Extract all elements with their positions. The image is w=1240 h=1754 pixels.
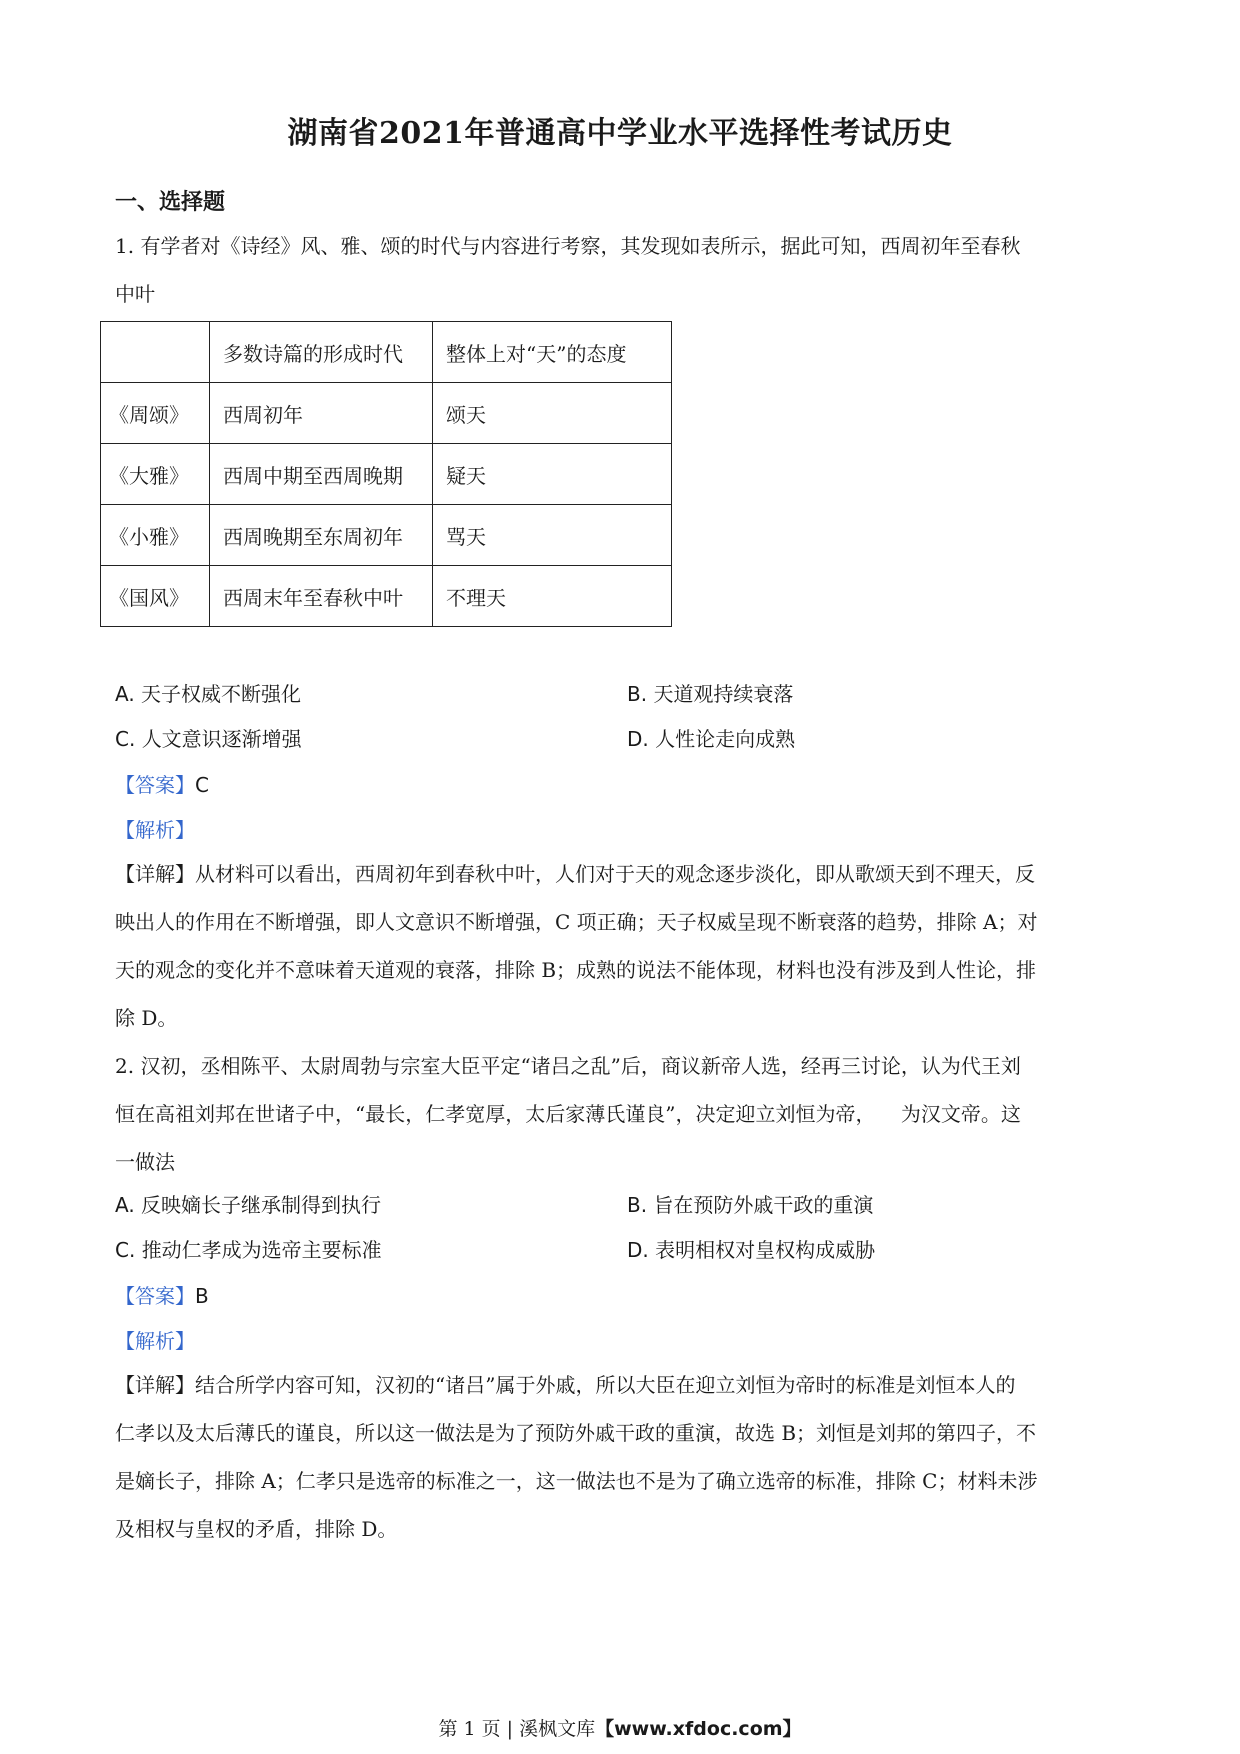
table-cell: 《小雅》 (101, 505, 210, 566)
table-cell: 西周中期至西周晚期 (210, 444, 433, 505)
detail-line: 除 D。 (115, 1006, 178, 1030)
table-cell: 西周末年至春秋中叶 (210, 566, 433, 627)
q2-option-d (627, 1235, 875, 1265)
detail-line: 及相权与皇权的矛盾，排除 D。 (115, 1517, 398, 1541)
detail-line: 【详解】结合所学内容可知，汉初的“诸吕”属于外戚，所以大臣在迎立刘恒为帝时的标准是刘恒本人的 (115, 1373, 1016, 1397)
q1-option-b (627, 679, 793, 709)
table-cell: 疑天 (433, 444, 672, 505)
table-cell: 西周晚期至东周初年 (210, 505, 433, 566)
q1-option-d (627, 724, 795, 754)
option-text: 反映嫡长子继承制得到执行 (141, 1193, 382, 1217)
table-cell: 《大雅》 (101, 444, 210, 505)
answer-label: 【答案】 (115, 773, 195, 797)
detail-line: 仁孝以及太后薄氏的谨良，所以这一做法是为了预防外戚干政的重演，故选 B；刘恒是刘邦的第四子，不 (115, 1421, 1037, 1445)
table-row (101, 566, 672, 627)
option-text: 人性论走向成熟 (655, 727, 796, 751)
table-cell: 颂天 (433, 383, 672, 444)
section-heading: 一、选择题 (115, 189, 226, 215)
footer-site-link[interactable]: 【www.xfdoc.com】 (595, 1718, 802, 1740)
detail-line: 映出人的作用在不断增强，即人文意识不断增强，C 项正确；天子权威呈现不断衰落的趋势，排除 A；对 (115, 910, 1038, 934)
q2-stem-line: 2. 汉初，丞相陈平、太尉周勃与宗室大臣平定“诸吕之乱”后，商议新帝人选，经再三讨论，认为代王刘 (115, 1054, 1021, 1078)
q1-option-c (115, 724, 302, 754)
option-text: 天子权威不断强化 (141, 682, 302, 706)
detail-line: 【详解】从材料可以看出，西周初年到春秋中叶，人们对于天的观念逐步淡化，即从歌颂天到不理天，反 (115, 862, 1035, 886)
q2-stem (115, 1042, 1125, 1186)
option-letter: B. (627, 1193, 648, 1217)
q1-detail (115, 850, 1125, 1042)
table-cell (101, 322, 210, 383)
q2-option-c (115, 1235, 382, 1265)
option-letter: A. (115, 1193, 135, 1217)
q2-answer (115, 1281, 209, 1311)
option-text: 表明相权对皇权构成威胁 (655, 1238, 876, 1262)
q1-answer (115, 770, 209, 800)
q1-stem (115, 222, 1125, 318)
footer-page-text: 第 1 页 | 溪枫文库 (438, 1718, 596, 1740)
table-row (101, 505, 672, 566)
table-cell: 《国风》 (101, 566, 210, 627)
option-text: 旨在预防外戚干政的重演 (653, 1193, 874, 1217)
page-title: 湖南省2021年普通高中学业水平选择性考试历史 (287, 116, 953, 151)
q2-stem-line: 一做法 (115, 1150, 175, 1174)
table-cell: 《周颂》 (101, 383, 210, 444)
option-letter: A. (115, 682, 135, 706)
answer-label: 【答案】 (115, 1284, 195, 1308)
analysis-label: 【解析】 (115, 818, 195, 842)
table-header-row (101, 322, 672, 383)
answer-value: C (195, 773, 209, 797)
option-letter: D. (627, 1238, 649, 1262)
detail-line: 天的观念的变化并不意味着天道观的衰落，排除 B；成熟的说法不能体现，材料也没有涉及到人性论，排 (115, 958, 1037, 982)
table-cell: 不理天 (433, 566, 672, 627)
answer-value: B (195, 1284, 209, 1308)
analysis-label: 【解析】 (115, 1329, 195, 1353)
q2-option-b (627, 1190, 873, 1220)
detail-line: 是嫡长子，排除 A；仁孝只是选帝的标准之一，这一做法也不是为了确立选帝的标准，排除 C；材料未涉 (115, 1469, 1038, 1493)
table-row (101, 383, 672, 444)
q1-table (100, 321, 672, 627)
option-text: 人文意识逐渐增强 (141, 727, 302, 751)
q2-stem-line: 恒在高祖刘邦在世诸子中，“最长，仁孝宽厚，太后家薄氏谨良”，决定迎立刘恒为帝， 为汉文帝。这 (115, 1102, 1021, 1126)
option-letter: B. (627, 682, 648, 706)
option-letter: D. (627, 727, 649, 751)
q1-option-a (115, 679, 301, 709)
table-row (101, 444, 672, 505)
option-letter: C. (115, 1238, 136, 1262)
table-cell: 骂天 (433, 505, 672, 566)
q2-analysis-label (115, 1326, 195, 1356)
page-footer (0, 1714, 1240, 1741)
q1-stem-line: 中叶 (115, 282, 155, 306)
q1-stem-line: 1. 有学者对《诗经》风、雅、颂的时代与内容进行考察，其发现如表所示，据此可知，西周初年至春秋 (115, 234, 1021, 258)
option-text: 推动仁孝成为选帝主要标准 (141, 1238, 382, 1262)
option-text: 天道观持续衰落 (653, 682, 794, 706)
q1-analysis-label (115, 815, 195, 845)
q2-detail (115, 1361, 1125, 1553)
table-cell: 西周初年 (210, 383, 433, 444)
table-header-cell: 多数诗篇的形成时代 (210, 322, 433, 383)
option-letter: C. (115, 727, 136, 751)
table-header-cell: 整体上对“天”的态度 (433, 322, 672, 383)
q2-option-a (115, 1190, 381, 1220)
